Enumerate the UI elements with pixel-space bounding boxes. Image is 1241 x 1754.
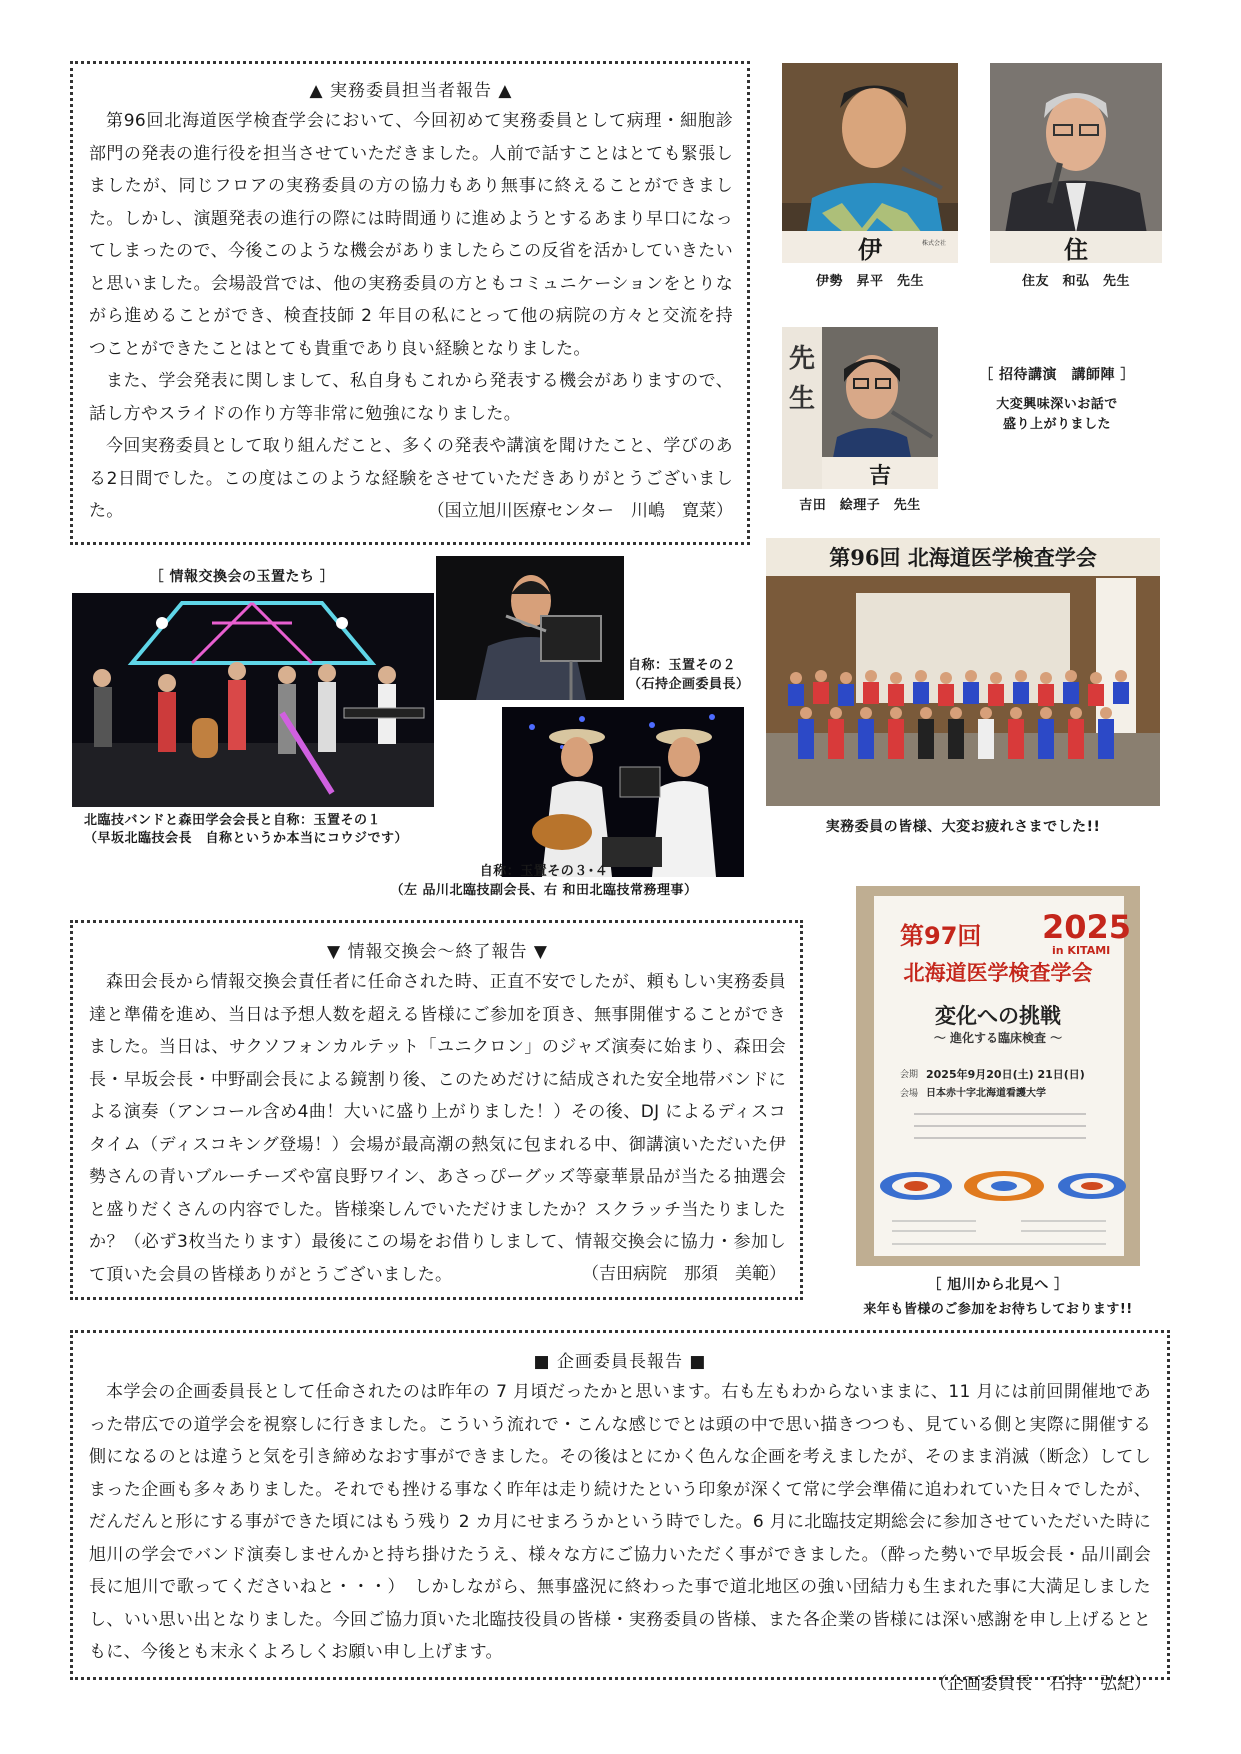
tamaki-34-caption: 自称：玉置その３･４ （左 品川北臨技副会長、右 和田北臨技常務理事） bbox=[390, 864, 698, 898]
speaker-name-ise: 伊勢 昇平 先生 bbox=[815, 274, 924, 289]
joho-signature: （吉田病院 那須 美範） bbox=[582, 1264, 786, 1284]
jitsumu-paragraph-2: また、学会発表に関しまして、私自身もこれから発表する機会がありますので、話し方やスライドの作り方等非常に勉強になりました。 bbox=[89, 371, 733, 424]
speaker-sumitomo-sign: 住 bbox=[1064, 236, 1088, 263]
speaker-photo-yoshida bbox=[782, 327, 938, 489]
joho-paragraph: 森田会長から情報交換会責任者に任命された時、正直不安でしたが、頼もしい実務委員達と準備を進め、当日は予想人数を超える皆様にご参加を頂き、無事開催することができました。当日は、サクソフォンカルテット「ユニクロン」のジャズ演奏に始まり、森田会長・早坂会長・中野副会長による鏡割り後、このためだけに結成された安全地帯バンドによる演奏（アンコール含め4曲！大いに盛り上がりました！）その後、DJ によるディスコタイム（ディスコキング登場！）会場が最高潮の熱気に包まれる中、御講演いただいた伊勢さんの青いブルーチーズや富良野ワイン、あさっぴーグッズ等豪華景品が当たる抽選会と盛りだくさんの内容でした。皆様楽しんでいただけましたか？スクラッチ当たりましたか？（必ず3枚当たります）最後にこの場をお借りしまして、情報交換会に協力・参加して頂いた会員の皆様ありがとうございました。 bbox=[89, 972, 786, 1285]
poster-name: 北海道医学検査学会 bbox=[903, 961, 1093, 985]
jitsumu-paragraph-3: 今回実務委員として取り組んだこと、多くの発表や講演を聞けたこと、学びのある2日間でした。この度はこのような経験をさせていただきありがとうございました。 bbox=[89, 436, 733, 521]
speaker-ise-sign: 伊 bbox=[858, 236, 882, 263]
poster-subtheme: ～ 進化する臨床検査 ～ bbox=[933, 1031, 1063, 1045]
poster-caption-1: ［ 旭川から北見へ ］ bbox=[927, 1277, 1069, 1293]
group-photo bbox=[766, 538, 1160, 806]
speaker-yoshida-illustration bbox=[782, 327, 938, 489]
poster-date: 2025年9月20日(土) 21日(日) bbox=[926, 1068, 1085, 1081]
tamaki-34-photo bbox=[502, 707, 744, 877]
kikaku-report-box bbox=[70, 1330, 1170, 1694]
speaker-name-sumitomo: 住友 和弘 先生 bbox=[1021, 274, 1130, 289]
speaker-yoshida-banner-1: 先 bbox=[788, 344, 816, 374]
next-meeting-poster bbox=[856, 886, 1140, 1266]
invited-lecture-comment: 大変興味深いお話で 盛り上がりました bbox=[996, 397, 1118, 432]
poster-date-label: 会期 bbox=[900, 1070, 919, 1080]
poster-venue-label: 会場 bbox=[900, 1089, 919, 1099]
jitsumu-paragraph-1: 第96回北海道医学検査学会において、今回初めて実務委員として病理・細胞診部門の発表の進行役を担当させていただきました。人前で話すことはとても緊張しましたが、同じフロアの実務委員の方の協力もあり無事に終えることができました。しかし、演題発表の進行の際には時間通りに進めようとするあまり早口になってしまったので、今後このような機会がありましたらこの反省を活かしていきたいと思いました。会場設営では、他の実務委員の方ともコミュニケーションをとりながら進めることができ、検査技師 2 年目の私にとって他の病院の方々と交流を持つことができたことはとても貴重であり良い経験となりました。 bbox=[89, 111, 733, 359]
jitsumu-signature: （国立旭川医療センター 川嶋 寛菜） bbox=[427, 500, 733, 521]
tamaki-2-illustration bbox=[436, 556, 624, 700]
speaker-yoshida-sign: 吉 bbox=[868, 464, 892, 489]
band-photo-illustration bbox=[72, 593, 434, 807]
poster-number: 第97回 bbox=[900, 922, 982, 950]
speaker-sumitomo-illustration bbox=[990, 63, 1162, 263]
speaker-photo-sumitomo bbox=[990, 63, 1162, 263]
kikaku-signature: （企画委員長 石持 弘紀） bbox=[930, 1673, 1151, 1694]
speaker-ise-illustration bbox=[782, 63, 958, 263]
party-photos-heading: ［ 情報交換会の玉置たち ］ bbox=[149, 569, 335, 585]
poster-illustration bbox=[856, 886, 1140, 1266]
speaker-name-yoshida: 吉田 絵理子 先生 bbox=[799, 498, 921, 513]
poster-curling-stones bbox=[880, 1171, 1126, 1201]
speaker-ise-sign-small: 株式会社 bbox=[922, 240, 947, 247]
band-photo bbox=[72, 593, 434, 807]
jitsumu-report-title: ▲ 実務委員担当者報告 ▲ bbox=[309, 81, 513, 101]
jitsumu-report-box bbox=[70, 61, 750, 545]
joho-report-box bbox=[70, 920, 803, 1300]
kikaku-report-title: ■ 企画委員長報告 ■ bbox=[533, 1352, 707, 1372]
group-photo-banner: 第96回 北海道医学検査学会 bbox=[829, 545, 1097, 570]
group-photo-illustration bbox=[766, 538, 1160, 806]
speaker-photo-ise bbox=[782, 63, 958, 263]
poster-venue: 日本赤十字北海道看護大学 bbox=[926, 1088, 1046, 1099]
kikaku-paragraph: 本学会の企画委員長として任命されたのは昨年の 7 月頃だったかと思います。右も左もわからないままに、11 月には前回開催地であった帯広での道学会を視察しに行きました。こういう流れで・こんな感じでとは頭の中で思い描きつつも、見ている側と実際に開催する側になるのとは違うと気を引き締めなおす事ができました。その後はとにかく色んな企画を考えましたが、そのまま消滅（断念）してしまった企画も多々ありました。それでも挫ける事なく昨年は走り続けたという印象が深くて常に学会準備に追われていた日々でしたが、だんだんと形にする事ができた頃にはもう残り 2 カ月にせまろうかという時でした。6 月に北臨技定期総会に参加させていただいた時に旭川の学会でバンド演奏しませんかと持ち掛けたうえ、様々な方にご協力いただく事ができました。（酔った勢いで早坂会長・品川副会長に旭川で歌ってくださいねと・・・） しかしながら、無事盛況に終わった事で道北地区の強い団結力も生まれた事に大満足しましたし、いい思い出となりました。今回ご協力頂いた北臨技役員の皆様・実務委員の皆様、また各企業の皆様には深い感謝を申し上げるとともに、今後とも末永くよろしくお願い申し上げます。 bbox=[89, 1382, 1151, 1662]
poster-theme: 変化への挑戦 bbox=[935, 1004, 1061, 1028]
poster-year: 2025 bbox=[1042, 908, 1132, 946]
speaker-yoshida-banner-2: 生 bbox=[788, 384, 816, 414]
group-photo-caption: 実務委員の皆様、大変お疲れさまでした!! bbox=[825, 819, 1101, 835]
poster-caption-2: 来年も皆様のご参加をお待ちしております!! bbox=[863, 1302, 1133, 1317]
tamaki-2-photo bbox=[436, 556, 624, 700]
joho-report-title: ▼ 情報交換会～終了報告 ▼ bbox=[327, 942, 548, 962]
tamaki-2-caption: 自称：玉置その２ （石持企画委員長） bbox=[628, 658, 750, 692]
invited-lecture-heading: ［ 招待講演 講師陣 ］ bbox=[979, 367, 1135, 383]
poster-place-en: in KITAMI bbox=[1052, 944, 1111, 957]
band-photo-caption: 北臨技バンドと森田学会会長と自称：玉置その１ （早坂北臨技会長 自称というか本当にコウジです） bbox=[84, 813, 409, 846]
tamaki-34-illustration bbox=[502, 707, 744, 877]
